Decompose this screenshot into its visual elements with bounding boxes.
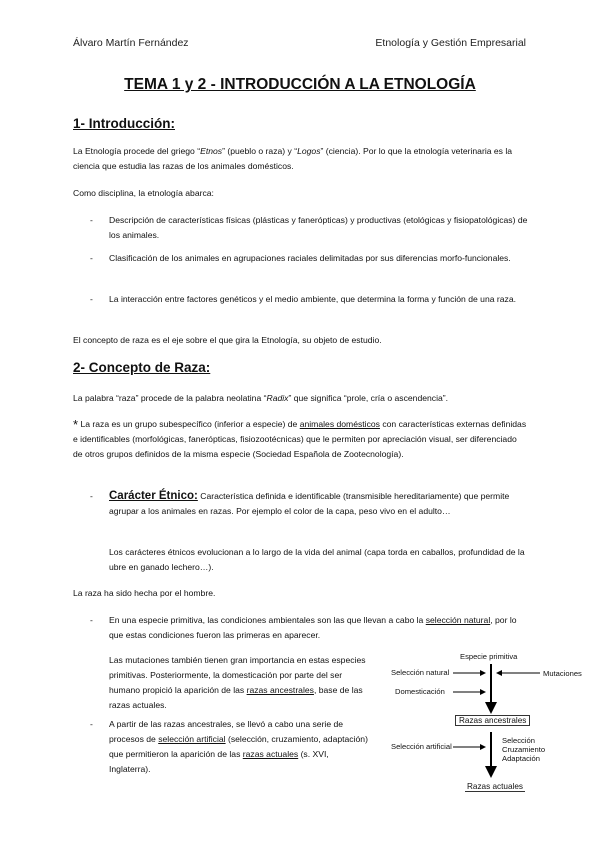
list-item: - Descripción de características físicas (plásticas y fanerópticas) y productivas (etológicas y fisiopatológicas) de los animales. [90,215,528,240]
list-item: - La interacción entre factores genéticos y el medio ambiente, que determina la forma y función de una raza. [90,294,517,304]
caracter-paragraph-2: Los carácteres étnicos evolucionan a lo largo de la vida del animal (capa torda en caballos, profundidad de la ubre en ganado lechero…). [109,547,525,572]
section1-heading: 1- Introducción: [73,116,175,131]
diagram-cruzamiento: Cruzamiento [502,745,546,754]
diagram-especie: Especie primitiva [460,652,518,661]
caracter-etnico-item: - Carácter Étnico: Característica definida e identificable (transmisible hereditariamente) que permite agrupar a los animales en razas. Por ejemplo el color de la capa, peso vivo en el adulto… [90,490,510,516]
diagram-adaptacion: Adaptación [502,754,540,763]
list-item: - A partir de las razas ancestrales, se llevó a cabo una serie de procesos de selección artificial (selección, cruzamiento, adaptación) que permitieron la aparición de las razas actuales (s. XVI, Inglaterra). [90,719,368,774]
section2-paragraph-1: La palabra “raza” procede de la palabra neolatina “Radix” que significa “prole, cría o ascendencia”. [73,393,449,403]
diagram-mutaciones: Mutaciones [543,669,582,678]
section1-paragraph-1: La Etnología procede del griego “Etnos” (pueblo o raza) y “Logos” (ciencia). Por lo que la etnología veterinaria es la ciencia que estudia las razas de los animales domésticos. [73,146,513,171]
list-item: - En una especie primitiva, las condiciones ambientales son las que llevan a cabo la selección natural, por lo que estas condiciones fueron las primeras en aparecer. [90,615,517,640]
diagram-seleccion: Selección [502,736,535,745]
diagram-sel-natural: Selección natural [391,668,450,677]
section1-paragraph-2: Como disciplina, la etnología abarca: [73,188,214,198]
section2-heading: 2- Concepto de Raza: [73,360,211,375]
header-course: Etnología y Gestión Empresarial [375,37,526,49]
mutaciones-paragraph: Las mutaciones también tienen gran importancia en estas especies primitivas. Posteriormente, la domesticación por parte del ser humano propició la aparición de las razas ancestrales, base de las razas actuales. [109,655,366,710]
diagram-ancestrales: Razas ancestrales [455,715,530,726]
section2-paragraph-3: La raza ha sido hecha por el hombre. [73,588,216,598]
diagram-sel-artificial: Selección artificial [391,742,452,751]
diagram-actuales: Razas actuales [467,782,523,791]
header-author: Álvaro Martín Fernández [73,37,189,49]
list-item: - Clasificación de los animales en agrupaciones raciales delimitadas por sus diferencias morfo-funcionales. [90,253,511,263]
section1-paragraph-3: El concepto de raza es el eje sobre el que gira la Etnología, su objeto de estudio. [73,335,382,345]
diagram-domesticacion: Domesticación [395,687,445,696]
raza-definition: * La raza es un grupo subespecífico (inferior a especie) de animales domésticos con características externas definidas e identificables (morfológicas, fanerópticas, fisiozootécnicas) que le permiten por apreciación visual, ser diferenciado de otros grupos definidos de la misma especie (Sociedad Española de Zootecnología). [73,417,527,459]
breed-origin-diagram [385,652,582,802]
page-title: TEMA 1 y 2 - INTRODUCCIÓN A LA ETNOLOGÍA [124,76,476,93]
